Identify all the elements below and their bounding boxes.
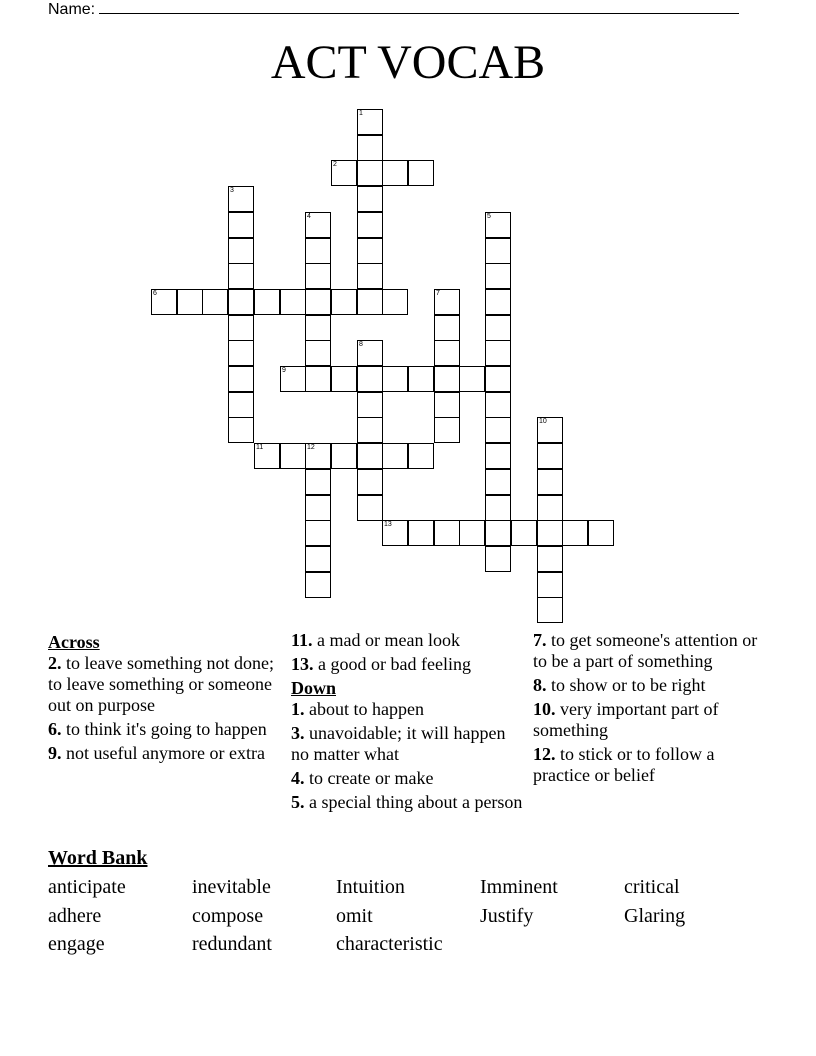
crossword-cell[interactable] [485,212,511,238]
clue-item [533,699,765,741]
across-heading: Across [48,632,100,652]
crossword-cell[interactable] [537,495,563,521]
clue-number: 1 [359,110,363,117]
crossword-cell[interactable] [382,443,408,469]
crossword-cell[interactable] [537,417,563,443]
clue-item [291,654,523,675]
crossword-cell[interactable] [305,366,331,392]
crossword-cell[interactable] [382,366,408,392]
crossword-cell[interactable] [254,289,280,315]
crossword-cell[interactable] [537,572,563,598]
crossword-cell[interactable] [305,520,331,546]
crossword-cell[interactable] [357,238,383,264]
clues-column-3 [533,630,765,789]
crossword-cell[interactable] [228,289,254,315]
clue-number: 10 [539,418,547,425]
crossword-cell[interactable] [228,186,254,212]
clue-number-label: 11. [291,630,313,650]
crossword-cell[interactable] [357,392,383,418]
clue-text: unavoidable; it will happen no matter what [291,723,506,764]
clue-text: very important part of something [533,699,719,740]
clue-number: 13 [384,521,392,528]
crossword-cell[interactable] [228,315,254,341]
crossword-cell[interactable] [537,546,563,572]
crossword-cell[interactable] [537,443,563,469]
clue-text: not useful anymore or extra [66,743,265,763]
word-bank-item: Imminent [480,876,558,898]
crossword-cell[interactable] [331,366,357,392]
crossword-cell[interactable] [305,238,331,264]
crossword-cell[interactable] [408,160,434,186]
crossword-cell[interactable] [485,315,511,341]
crossword-cell[interactable] [228,340,254,366]
crossword-cell[interactable] [228,392,254,418]
crossword-cell[interactable] [537,520,563,546]
clue-text: a good or bad feeling [318,654,471,674]
crossword-cell[interactable] [305,572,331,598]
clue-number: 6 [153,290,157,297]
clue-item [533,675,765,696]
word-bank-item: characteristic [336,933,443,955]
crossword-cell[interactable] [357,160,383,186]
crossword-cell[interactable] [357,109,383,135]
crossword-cell[interactable] [382,520,408,546]
clue-item [291,792,523,813]
crossword-cell[interactable] [357,495,383,521]
crossword-cell[interactable] [485,340,511,366]
clue-item [291,723,523,765]
crossword-cell[interactable] [357,135,383,161]
clue-number: 2 [333,161,337,168]
clue-number-label: 10. [533,699,556,719]
crossword-cell[interactable] [485,520,511,546]
crossword-cell[interactable] [228,238,254,264]
crossword-cell[interactable] [280,289,306,315]
crossword-cell[interactable] [331,443,357,469]
crossword-cell[interactable] [357,212,383,238]
clue-item [291,768,523,789]
word-bank-item: engage [48,933,105,955]
clue-number-label: 7. [533,630,547,650]
crossword-cell[interactable] [434,520,460,546]
word-bank-item: Glaring [624,905,686,927]
word-bank-item: Justify [480,905,534,927]
crossword-cell[interactable] [434,417,460,443]
crossword-cell[interactable] [485,495,511,521]
crossword-cell[interactable] [228,263,254,289]
clue-number-label: 8. [533,675,547,695]
crossword-cell[interactable] [511,520,537,546]
crossword-cell[interactable] [357,289,383,315]
crossword-cell[interactable] [357,366,383,392]
crossword-cell[interactable] [485,469,511,495]
word-bank-title: Word Bank [48,847,148,869]
crossword-cell[interactable] [357,263,383,289]
crossword-cell[interactable] [305,340,331,366]
clue-number-label: 3. [291,723,305,743]
crossword-cell[interactable] [485,417,511,443]
page-title: ACT VOCAB [270,36,546,89]
crossword-cell[interactable] [562,520,588,546]
clue-number-label: 5. [291,792,305,812]
crossword-cell[interactable] [202,289,228,315]
clue-number: 7 [436,290,440,297]
word-bank-item: inevitable [192,876,271,898]
crossword-cell[interactable] [485,366,511,392]
word-bank-item: Intuition [336,876,405,898]
crossword-cell[interactable] [280,366,306,392]
clue-item [48,653,280,716]
crossword-cell[interactable] [331,289,357,315]
crossword-cell[interactable] [434,366,460,392]
word-bank-item: anticipate [48,876,126,898]
clue-item [533,744,765,786]
crossword-cell[interactable] [434,315,460,341]
crossword-cell[interactable] [434,289,460,315]
crossword-cell[interactable] [485,443,511,469]
crossword-cell[interactable] [408,366,434,392]
crossword-cell[interactable] [305,546,331,572]
down-heading: Down [291,678,337,698]
crossword-cell[interactable] [434,340,460,366]
crossword-cell[interactable] [280,443,306,469]
name-label: Name: [48,1,96,18]
clue-text: a special thing about a person [309,792,523,812]
word-bank-item: adhere [48,905,102,927]
crossword-cell[interactable] [228,366,254,392]
clue-text: about to happen [309,699,424,719]
clue-number-label: 1. [291,699,305,719]
clue-number: 5 [487,213,491,220]
clue-number: 4 [307,213,311,220]
crossword-cell[interactable] [305,263,331,289]
clue-number-label: 12. [533,744,556,764]
crossword-cell[interactable] [305,315,331,341]
crossword-cell[interactable] [408,443,434,469]
crossword-cell[interactable] [357,340,383,366]
clue-number: 11 [256,444,264,451]
crossword-cell[interactable] [408,520,434,546]
clue-text: a mad or mean look [317,630,460,650]
clue-text: to get someone's attention or to be a part of something [533,630,758,671]
crossword-cell[interactable] [357,186,383,212]
clue-number-label: 9. [48,743,62,763]
clue-number-label: 13. [291,654,314,674]
clue-text: to think it's going to happen [66,719,267,739]
crossword-cell[interactable] [459,366,485,392]
crossword-cell[interactable] [305,212,331,238]
crossword-cell[interactable] [382,160,408,186]
crossword-cell[interactable] [485,289,511,315]
clue-item [291,630,523,651]
word-bank-item: redundant [192,933,272,955]
crossword-cell[interactable] [305,443,331,469]
clue-item [291,699,523,720]
clues-column-2 [291,630,523,816]
crossword-cell[interactable] [228,212,254,238]
clue-text: to stick or to follow a practice or belief [533,744,715,785]
word-bank-item: critical [624,876,680,898]
crossword-cell[interactable] [588,520,614,546]
crossword-cell[interactable] [151,289,177,315]
crossword-cell[interactable] [254,443,280,469]
clue-item [48,743,280,764]
crossword-cell[interactable] [331,160,357,186]
clue-text: to leave something not done; to leave something or someone out on purpose [48,653,274,715]
clue-item [533,630,765,672]
crossword-cell[interactable] [305,495,331,521]
clue-number: 3 [230,187,234,194]
crossword-cell[interactable] [357,417,383,443]
crossword-cell[interactable] [537,597,563,623]
crossword-cell[interactable] [305,469,331,495]
crossword-cell[interactable] [382,289,408,315]
crossword-cell[interactable] [485,546,511,572]
crossword-cell[interactable] [485,238,511,264]
clue-number: 8 [359,341,363,348]
crossword-cell[interactable] [305,289,331,315]
clue-text: to create or make [309,768,434,788]
clue-text: to show or to be right [551,675,706,695]
crossword-cell[interactable] [459,520,485,546]
word-bank-item: compose [192,905,264,927]
crossword-cell[interactable] [537,469,563,495]
clue-number-label: 4. [291,768,305,788]
clue-number: 9 [282,367,286,374]
crossword-cell[interactable] [434,392,460,418]
crossword-cell[interactable] [485,263,511,289]
crossword-cell[interactable] [228,417,254,443]
clue-number: 12 [307,444,315,451]
word-bank-item: omit [336,905,373,927]
clue-number-label: 6. [48,719,62,739]
clue-number-label: 2. [48,653,62,673]
clues-column-1 [48,630,280,767]
crossword-cell[interactable] [357,469,383,495]
crossword-cell[interactable] [485,392,511,418]
clue-item [48,719,280,740]
crossword-cell[interactable] [177,289,203,315]
crossword-cell[interactable] [357,443,383,469]
